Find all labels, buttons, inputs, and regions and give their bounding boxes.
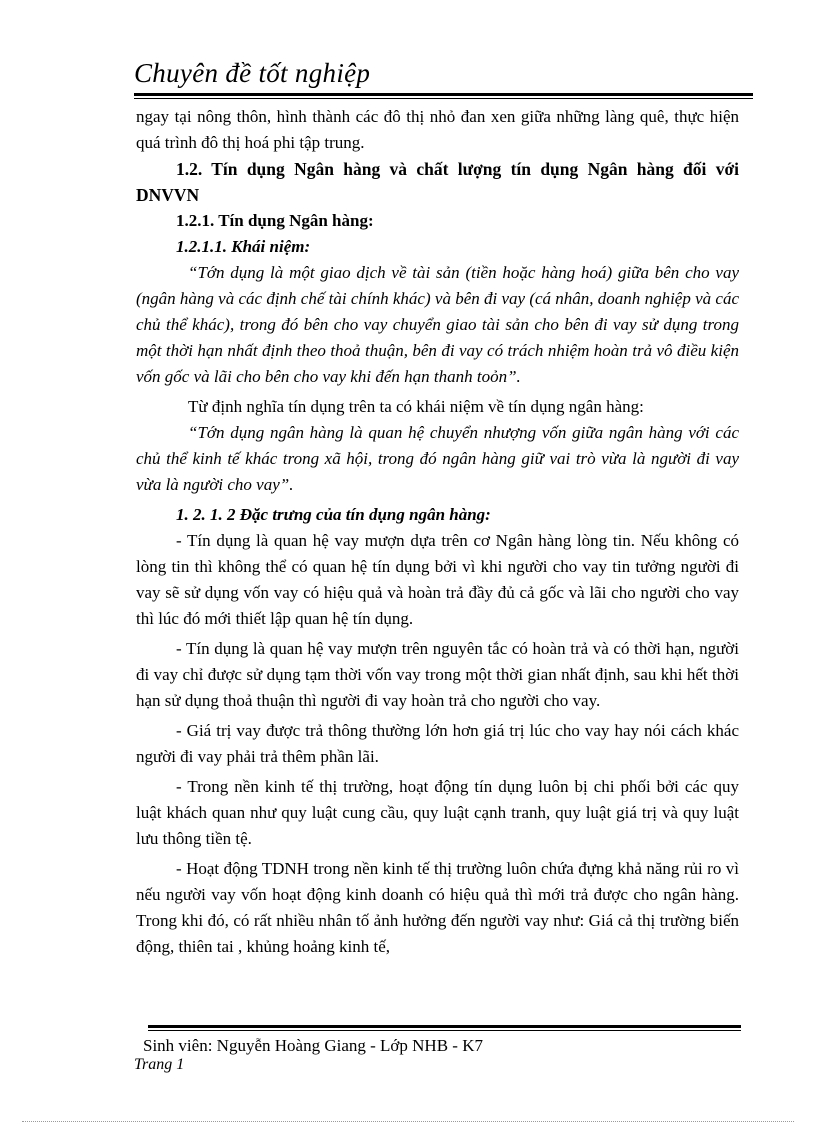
feature-paragraph: - Giá trị vay được trả thông thường lớn hơn giá trị lúc cho vay hay nói cách khác người đi vay phải trả thêm phần lãi.	[136, 721, 739, 766]
intro-continuation: ngay tại nông thôn, hình thành các đô thị nhỏ đan xen giữa những làng quê, thực hiện quá trình đô thị hoá phi tập trung.	[136, 107, 739, 152]
feature-paragraph: - Tín dụng là quan hệ vay mượn dựa trên cơ Ngân hàng lòng tin. Nếu không có lòng tin thì không thể có quan hệ tín dụng bởi vì khi người cho vay tin tưởng người đi vay sẽ sử dụng vốn vay có hiệu quả và hoàn trả đầy đủ cả gốc và lãi cho người cho vay thì lúc đó mới thiết lập quan hệ tín dụng.	[136, 531, 739, 628]
bank-credit-quote: “Tớn dụng ngân hàng là quan hệ chuyển nhượng vốn giữa ngân hàng với các chủ thể kinh tế khác trong xã hội, trong đó ngân hàng giữ vai trò vừa là người đi vay vừa là người cho vay”.	[136, 423, 739, 494]
body-text	[136, 104, 739, 960]
definition-quote: “Tớn dụng là một giao dịch về tài sản (tiền hoặc hàng hoá) giữa bên cho vay (ngân hàng và các định chế tài chính khác) và bên đi vay (cá nhân, doanh nghiệp và các chủ thể khác), trong đó bên cho vay chuyển giao tài sản cho bên đi vay sử dụng trong một thời hạn nhất định theo thoả thuận, bên đi vay có trách nhiệm hoàn trả vô điều kiện vốn gốc và lãi cho bên cho vay khi đến hạn thanh toỏn”.	[136, 263, 739, 386]
section-1-2-heading: 1.2. Tín dụng Ngân hàng và chất lượng tín dụng Ngân hàng đối với DNVVN	[136, 159, 739, 205]
page-boundary	[22, 1121, 794, 1122]
footer-rule-thin	[148, 1030, 741, 1031]
feature-paragraph: - Hoạt động TDNH trong nền kinh tế thị trường luôn chứa đựng khả năng rủi ro vì nếu người vay vốn hoạt động kinh doanh có hiệu quả thì mới trả được cho ngân hàng. Trong khi đó, có rất nhiều nhân tố ảnh hưởng đến người vay như: Giá cả thị trường biến động, thiên tai , khủng hoảng kinh tế,	[136, 859, 739, 956]
footer-page-number: Trang 1	[134, 1056, 185, 1073]
bank-credit-intro: Từ định nghĩa tín dụng trên ta có khái niệm về tín dụng ngân hàng:	[188, 397, 644, 416]
feature-paragraph: - Trong nền kinh tế thị trường, hoạt động tín dụng luôn bị chi phối bởi các quy luật khách quan như quy luật cung cầu, quy luật cạnh tranh, quy luật giá trị và quy luật lưu thông tiền tệ.	[136, 777, 739, 848]
header-rule-thick	[134, 93, 753, 96]
feature-paragraph: - Tín dụng là quan hệ vay mượn trên nguyên tắc có hoàn trả và có thời hạn, người đi vay chỉ được sử dụng tạm thời vốn vay trong một thời gian nhất định, sau khi hết thời hạn sử dụng thoả thuận thì người đi vay hoàn trả cho người cho vay.	[136, 639, 739, 710]
footer-rule-thick	[148, 1025, 741, 1028]
footer-student: Sinh viên: Nguyễn Hoàng Giang - Lớp NHB - K7	[143, 1036, 483, 1055]
section-1-2-1-1-heading: 1.2.1.1. Khái niệm:	[176, 237, 311, 256]
section-1-2-1-2-heading: 1. 2. 1. 2 Đặc trưng của tín dụng ngân hàng:	[176, 505, 491, 524]
section-1-2-1-heading: 1.2.1. Tín dụng Ngân hàng:	[176, 211, 374, 230]
header-rule-thin	[134, 98, 753, 99]
header-title: Chuyên đề tốt nghiệp	[134, 58, 371, 88]
